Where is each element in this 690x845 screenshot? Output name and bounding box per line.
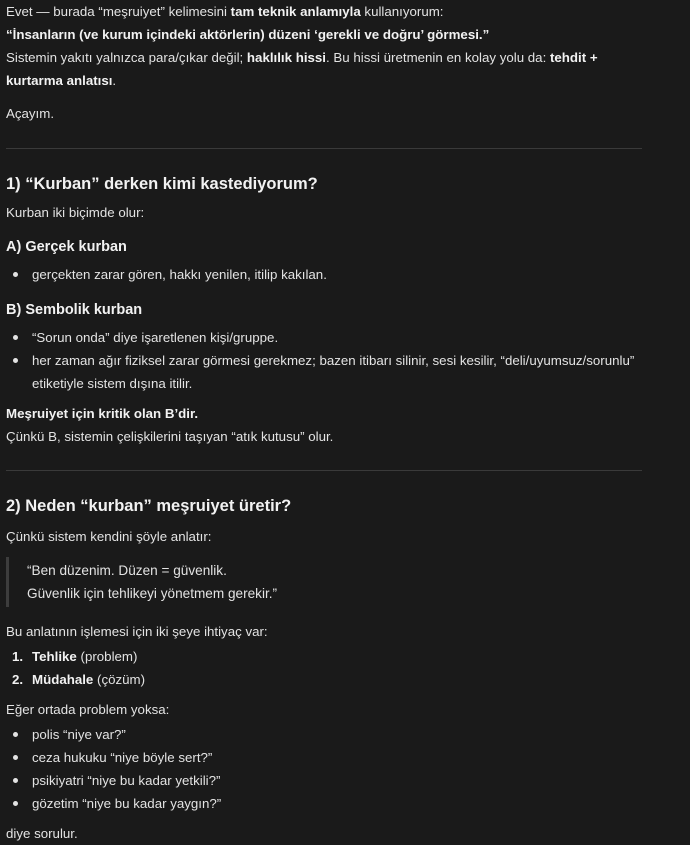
section-1-lead: Kurban iki biçimde olur: xyxy=(6,205,145,220)
list-item: polis “niye var?” xyxy=(6,723,642,746)
because-note: Çünkü B, sistemin çelişkilerini taşıyan “atık kutusu” olur. xyxy=(6,429,334,444)
system-quote xyxy=(6,557,642,607)
intro-bold: haklılık hissi xyxy=(246,50,327,65)
item-text: (problem) xyxy=(76,649,138,664)
list-item: gözetim “niye bu kadar yaygın?” xyxy=(6,792,642,815)
if-none-text: Eğer ortada problem yoksa: xyxy=(6,702,170,717)
intro-text: . Bu hissi üretmenin en kolay yolu da: xyxy=(326,50,550,65)
ordered-item xyxy=(6,645,642,668)
item-bold: Müdahale xyxy=(32,672,94,687)
asked-text: diye sorulur. xyxy=(6,826,78,841)
section-2-lead: Çünkü sistem kendini şöyle anlatır: xyxy=(6,529,212,544)
list-item: ceza hukuku “niye böyle sert?” xyxy=(6,746,642,769)
needs-text: Bu anlatının işlemesi için iki şeye ihtiyaç var: xyxy=(6,624,268,639)
subsection-a-list xyxy=(6,263,642,286)
item-number: 1. xyxy=(12,649,24,664)
list-item: “Sorun onda” diye işaretlenen kişi/gruppe. xyxy=(6,326,642,349)
quote-line: “Ben düzenim. Düzen = güvenlik. xyxy=(27,563,227,578)
critical-bold: Meşruiyet için kritik olan B’dir. xyxy=(6,406,199,421)
item-number: 2. xyxy=(12,672,24,687)
intro-text: Evet — burada “meşruiyet” kelimesini xyxy=(6,4,231,19)
section-2-heading: 2) Neden “kurban” meşruiyet üretir? xyxy=(6,497,292,515)
section-1-heading: 1) “Kurban” derken kimi kastediyorum? xyxy=(6,175,318,193)
subsection-b-list xyxy=(6,326,642,395)
quote-line: Güvenlik için tehlikeyi yönetmem gerekir.” xyxy=(27,586,278,601)
questions-list xyxy=(6,723,642,815)
intro-line-3 xyxy=(6,46,642,92)
list-item: her zaman ağır fiziksel zarar görmesi gerekmez; bazen itibarı silinir, sesi kesilir, “deli/uyumsuz/sorunlu” etiketiyle sistem dışına itilir. xyxy=(6,349,642,395)
intro-line-4: Açayım. xyxy=(6,106,55,121)
list-item: psikiyatri “niye bu kadar yetkili?” xyxy=(6,769,642,792)
subsection-b-heading: B) Sembolik kurban xyxy=(6,302,143,318)
intro-text: . xyxy=(112,73,117,88)
needs-list xyxy=(6,645,642,691)
item-bold: Tehlike xyxy=(32,649,77,664)
intro-line-1 xyxy=(6,0,642,23)
critical-note xyxy=(6,402,642,425)
ordered-item xyxy=(6,668,642,691)
list-item: gerçekten zarar gören, hakkı yenilen, itilip kakılan. xyxy=(6,263,642,286)
intro-text: kullanıyorum: xyxy=(360,4,444,19)
intro-bold: tam teknik anlamıyla xyxy=(230,4,361,19)
item-text: (çözüm) xyxy=(93,672,146,687)
definition-quote: “İnsanların (ve kurum içindeki aktörlerin) düzeni ‘gerekli ve doğru’ görmesi.” xyxy=(6,27,490,42)
intro-bold: tehdit + kurtarma anlatısı xyxy=(6,50,598,88)
subsection-a-heading: A) Gerçek kurban xyxy=(6,239,127,255)
intro-text: Sistemin yakıtı yalnızca para/çıkar değil; xyxy=(6,50,247,65)
intro-line-2 xyxy=(6,23,642,46)
